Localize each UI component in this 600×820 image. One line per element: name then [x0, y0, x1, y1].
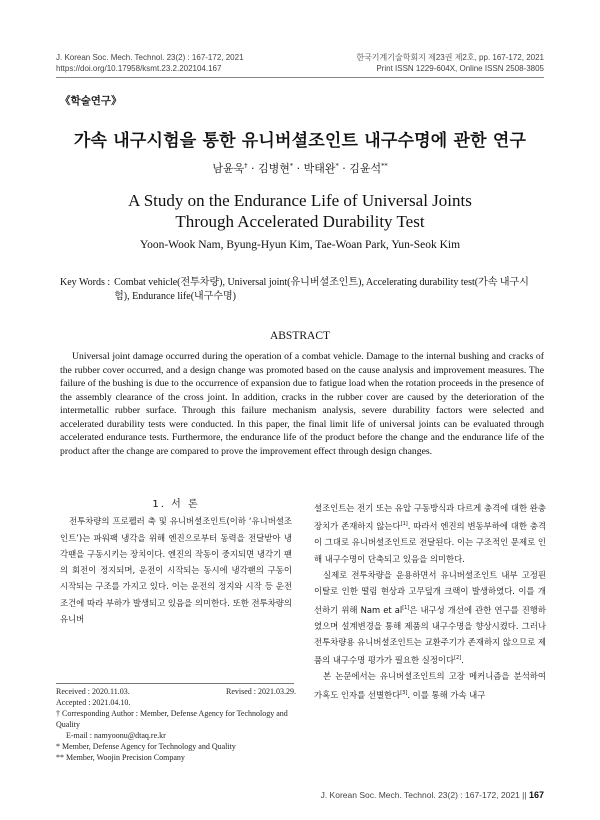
body-paragraph: 본 논문에서는 유니버셜조인트의 고장 메커니즘을 분석하여 가혹도 인자를 선별한다[3]. 이를 통해 가속 내구 — [314, 671, 546, 700]
article-category: 《학술연구》 — [60, 95, 122, 107]
affiliation-2: ** Member, Woojin Precision Company — [56, 753, 185, 762]
journal-header-right — [356, 52, 544, 74]
doi-link[interactable]: https://doi.org/10.17958/ksmt.23.2.202104.167 — [56, 64, 222, 73]
english-authors: Yoon-Wook Nam, Byung-Hyun Kim, Tae-Woan Park, Yun-Seok Kim — [139, 239, 461, 251]
revised-date: Revised : 2021.03.29. — [226, 687, 296, 696]
korean-authors: 남윤욱† · 김병현* · 박태완* · 김윤석** — [212, 161, 388, 175]
affiliation-1: * Member, Defense Agency for Technology and Quality — [56, 742, 236, 751]
keywords — [60, 276, 544, 304]
section-heading-introduction: 1. 서 론 — [152, 499, 200, 510]
citation-ref[interactable]: [2] — [454, 655, 462, 662]
korean-title: 가속 내구시험을 통한 유니버셜조인트 내구수명에 관한 연구 — [73, 131, 527, 151]
header-divider — [56, 77, 544, 78]
body-paragraph: 실제로 전투차량을 운용하면서 유니버셜조인트 내부 고정핀 이탈로 인한 떨림 현상과 고무덮개 크랙이 발생하였다. 이를 개선하기 위해 Nam et al[1]은 내구성 개선에 관한 연구를 진행하였으며 설계변경을 통해 제품의 내구수명을 향상시켰다. 그러나 전투차량용 유니버셜조인트는 교환주기가 존재하지 않으므로 제품의 내구수명 평가가 필요한 실정이다[2]. — [314, 569, 546, 666]
journal-citation-korean: 한국기계기술학회지 제23권 제2호, pp. 167-172, 2021 — [356, 53, 544, 62]
body-left-column — [60, 497, 292, 627]
page-number: 167 — [528, 790, 544, 800]
abstract-heading: ABSTRACT — [269, 330, 331, 342]
english-title: A Study on the Endurance Life of Universal Joints Through Accelerated Durability Test — [128, 191, 472, 231]
issn-info: Print ISSN 1229-604X, Online ISSN 2508-3805 — [376, 64, 544, 73]
footer-citation: J. Korean Soc. Mech. Technol. 23(2) : 167-172, 2021 || — [320, 790, 529, 800]
abstract-text: Universal joint damage occurred during the operation of a combat vehicle. Damage to the internal bushing and cracks of the rubber cover occurred, and a design change was promoted based on the cause analysis and improvement measures. The failure of the bushing is due to the occurrence of expansion due to fatigue load when the rotation proceeds in the presence of the assembly clearance of the cross joint. In addition, cracks in the rubber cover are caused by the deterioration of the intermetallic rubber surface. Through this failure mechanism analysis, severe durability factors were selected and accelerated durability tests were conducted. In this paper, the final limit life of universal joints can be evaluated through accelerated endurance tests. Furthermore, the endurance life of the product before the change and the endurance life of the product after the change are compared to prove the improvement effect through design changes. — [60, 351, 544, 457]
accepted-date: Accepted : 2021.04.10. — [56, 698, 131, 707]
received-date: Received : 2020.11.03. — [56, 687, 130, 696]
keywords-text: Combat vehicle(전투차량), Universal joint(유니버셜조인트), Accelerating durability test(가속 내구시험), Endurance life(내구수명) — [114, 277, 529, 302]
citation-ref[interactable]: [3] — [400, 689, 408, 696]
citation-ref[interactable]: [1] — [402, 604, 410, 611]
journal-header-left — [56, 52, 244, 74]
footnote-divider — [56, 683, 294, 684]
corresponding-author: † Corresponding Author : Member, Defense Agency for Technology and Quality — [56, 709, 288, 729]
author-email[interactable]: E-mail : namyoonu@dtaq.re.kr — [66, 731, 166, 740]
citation-ref[interactable]: [1] — [400, 521, 408, 528]
keywords-label: Key Words : — [60, 277, 111, 288]
body-paragraph: 전투차량의 프로펠러 축 및 유니버셜조인트(이하 ‘유니버셜조인트’)는 파워팩 냉각을 위해 엔진으로부터 동력을 전달받아 냉각팬을 구동시키는 장치이다. 엔진의 작동이 중지되면 냉각기 팬의 회전이 정지되며, 운전이 시작되는 동시에 냉각팬의 구동이 시작되는 구조를 가지고 있다. 이는 운전의 정지와 시작 등 운전조건에 따라 부하가 발생되고 있음을 의미한다. 또한 전투차량의 유니버 — [60, 516, 292, 625]
body-paragraph: 셜조인트는 전기 또는 유압 구동방식과 다르게 충격에 대한 완충장치가 존재하지 않는다[1]. 따라서 엔진의 변동부하에 대한 충격이 그대로 유니버셜조인트로 전달된다. 이는 구조적인 문제로 인해 내구수명이 단축되고 있음을 의미한다. — [314, 503, 547, 564]
journal-citation: J. Korean Soc. Mech. Technol. 23(2) : 167-172, 2021 — [56, 53, 244, 62]
page-footer — [321, 790, 544, 800]
body-right-column — [314, 500, 546, 703]
footnotes — [56, 686, 296, 763]
